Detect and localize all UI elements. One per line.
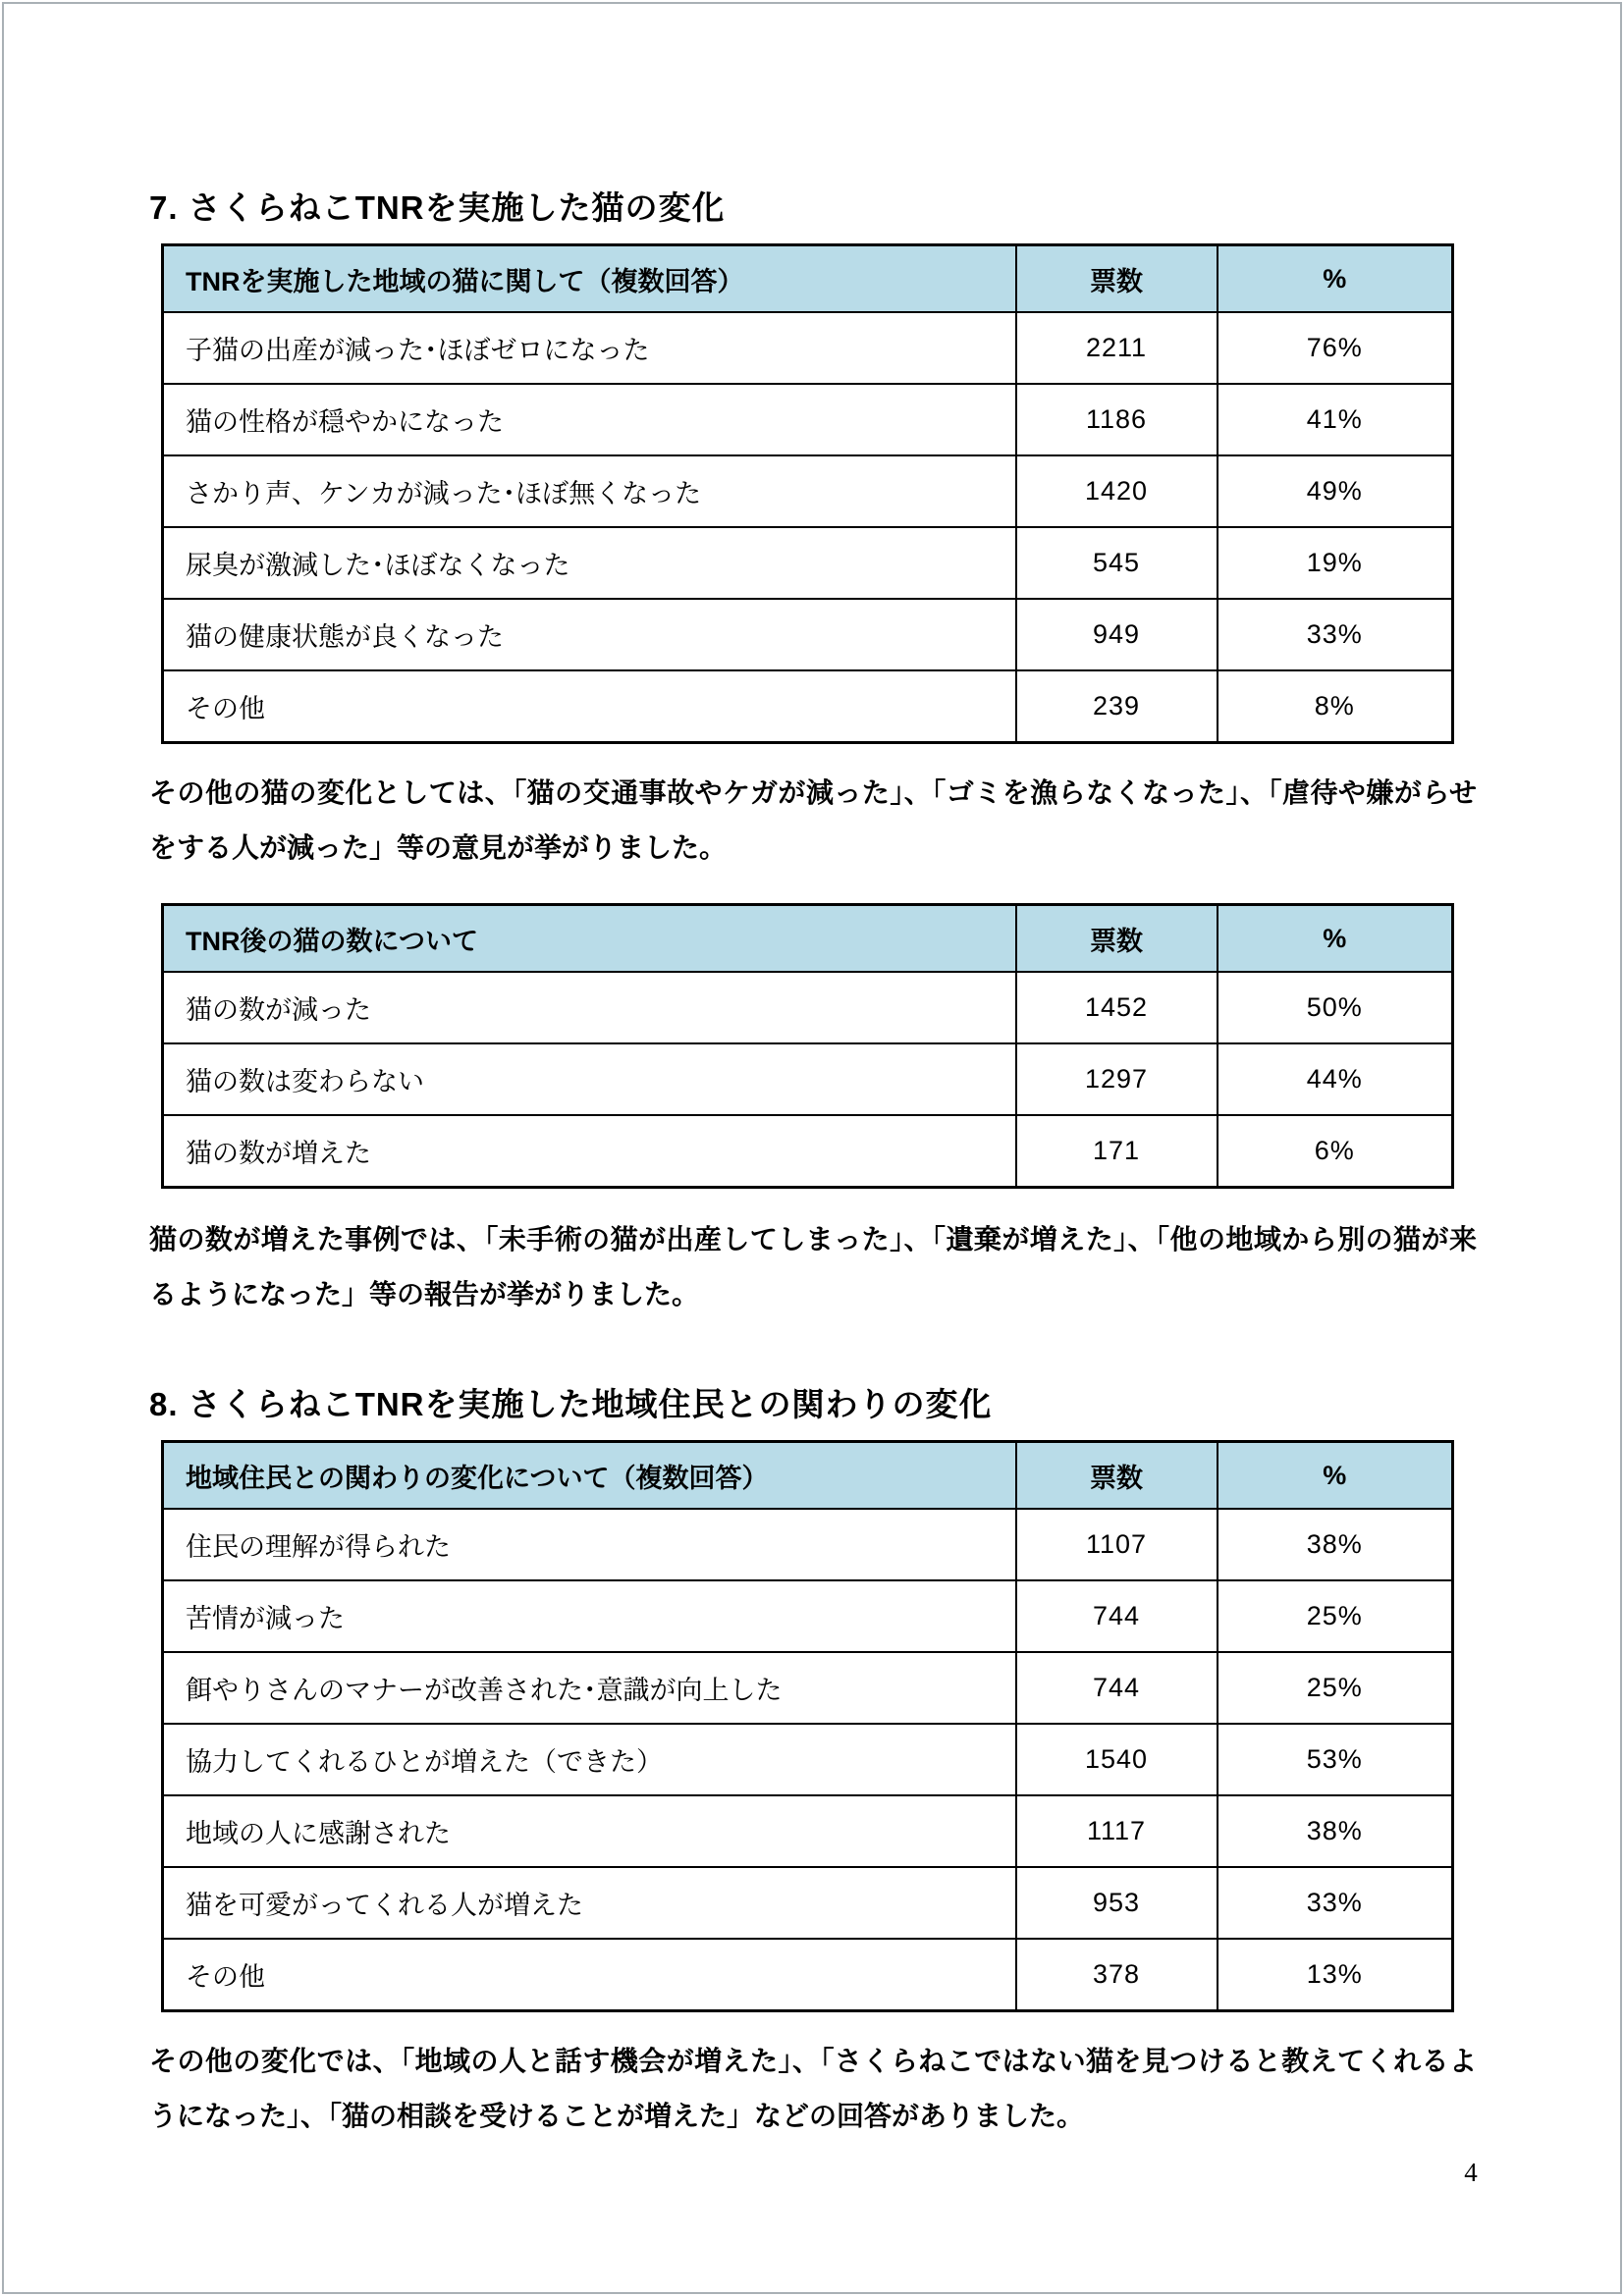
percent-value: 8% [1218,670,1453,743]
table-row [163,1724,1453,1795]
cat-changes-table [161,243,1454,744]
column-header-question: 地域住民との関わりの変化について（複数回答） [163,1442,1016,1510]
votes-value: 378 [1016,1939,1218,2011]
note-paragraph: その他の猫の変化としては、「猫の交通事故やケガが減った」、「ゴミを漁らなくなった」、「虐待や嫌がらせをする人が減った」等の意見が挙がりました。 [149,777,1477,863]
row-label: 住民の理解が得られた [163,1509,1016,1580]
table-row [163,1939,1453,2011]
table-header-row [163,245,1453,313]
votes-value: 1452 [1016,972,1218,1043]
column-header-question: TNR後の猫の数について [163,905,1016,973]
table-row [163,599,1453,670]
votes-value: 2211 [1016,312,1218,384]
column-header-votes: 票数 [1016,1442,1218,1510]
table-row [163,527,1453,599]
table-row [163,1580,1453,1652]
table-row [163,455,1453,527]
percent-value: 76% [1218,312,1453,384]
row-label: 猫の数が増えた [163,1115,1016,1188]
votes-value: 1420 [1016,455,1218,527]
table-row [163,384,1453,455]
page-number: 4 [1464,2158,1478,2187]
votes-value: 171 [1016,1115,1218,1188]
percent-value: 25% [1218,1580,1453,1652]
row-label: 猫の性格が穏やかになった [163,384,1016,455]
row-label: 猫の数が減った [163,972,1016,1043]
percent-value: 33% [1218,599,1453,670]
column-header-percent: % [1218,245,1453,313]
table-row [163,1115,1453,1188]
resident-relation-table [161,1440,1454,2012]
votes-value: 744 [1016,1652,1218,1724]
votes-value: 953 [1016,1867,1218,1939]
percent-value: 25% [1218,1652,1453,1724]
row-label: 猫を可愛がってくれる人が増えた [163,1867,1016,1939]
row-label: 苦情が減った [163,1580,1016,1652]
percent-value: 19% [1218,527,1453,599]
percent-value: 33% [1218,1867,1453,1939]
row-label: 子猫の出産が減った･ほぼゼロになった [163,312,1016,384]
percent-value: 53% [1218,1724,1453,1795]
row-label: 尿臭が激減した･ほぼなくなった [163,527,1016,599]
section-8-heading: 8. さくらねこTNRを実施した地域住民との関わりの変化 [149,1386,993,1422]
table-row [163,1867,1453,1939]
row-label: 協力してくれるひとが増えた（できた） [163,1724,1016,1795]
votes-value: 1297 [1016,1043,1218,1115]
cat-count-table [161,903,1454,1189]
column-header-votes: 票数 [1016,905,1218,973]
row-label: 猫の数は変わらない [163,1043,1016,1115]
percent-value: 41% [1218,384,1453,455]
note-paragraph: その他の変化では、「地域の人と話す機会が増えた」、「さくらねこではない猫を見つけると教えてくれるようになった」、「猫の相談を受けることが増えた」などの回答がありました。 [149,2046,1477,2131]
votes-value: 1540 [1016,1724,1218,1795]
votes-value: 1107 [1016,1509,1218,1580]
row-label: 猫の健康状態が良くなった [163,599,1016,670]
table-row [163,1043,1453,1115]
table-row [163,1652,1453,1724]
percent-value: 6% [1218,1115,1453,1188]
row-label: その他 [163,670,1016,743]
row-label: 餌やりさんのマナーが改善された･意識が向上した [163,1652,1016,1724]
votes-value: 545 [1016,527,1218,599]
table-row [163,972,1453,1043]
votes-value: 239 [1016,670,1218,743]
table-header-row [163,905,1453,973]
percent-value: 44% [1218,1043,1453,1115]
percent-value: 38% [1218,1795,1453,1867]
section-7-heading: 7. さくらねこTNRを実施した猫の変化 [149,189,726,226]
column-header-percent: % [1218,905,1453,973]
percent-value: 50% [1218,972,1453,1043]
votes-value: 949 [1016,599,1218,670]
percent-value: 49% [1218,455,1453,527]
row-label: その他 [163,1939,1016,2011]
percent-value: 38% [1218,1509,1453,1580]
document-content [149,0,1477,2144]
column-header-percent: % [1218,1442,1453,1510]
table-row [163,1795,1453,1867]
votes-value: 744 [1016,1580,1218,1652]
percent-value: 13% [1218,1939,1453,2011]
table-header-row [163,1442,1453,1510]
table-row [163,312,1453,384]
column-header-question: TNRを実施した地域の猫に関して（複数回答） [163,245,1016,313]
table-row [163,1509,1453,1580]
table-row [163,670,1453,743]
column-header-votes: 票数 [1016,245,1218,313]
note-paragraph: 猫の数が増えた事例では、「未手術の猫が出産してしまった」、「遺棄が増えた」、「他の地域から別の猫が来るようになった」等の報告が挙がりました。 [149,1224,1477,1309]
votes-value: 1186 [1016,384,1218,455]
row-label: 地域の人に感謝された [163,1795,1016,1867]
row-label: さかり声、ケンカが減った･ほぼ無くなった [163,455,1016,527]
votes-value: 1117 [1016,1795,1218,1867]
